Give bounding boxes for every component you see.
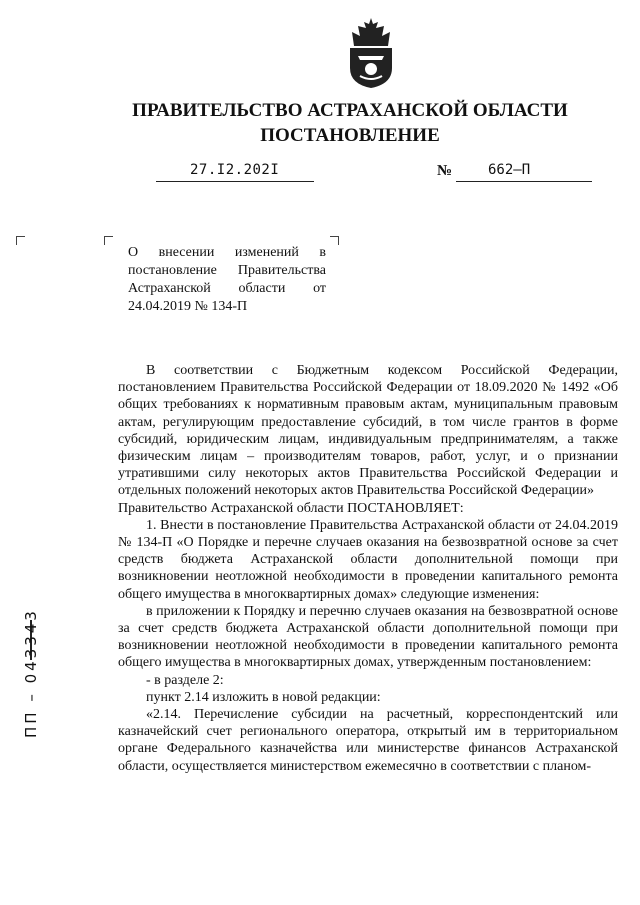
corner-mark-subject-left (104, 236, 113, 245)
clause-2-14-text: «2.14. Перечисление субсидии на расчетный, корреспондентский или казначейский счет регионального оператора, открытый им в территориальном органе Федерального казначейства или министерстве финансов Астраханской области, осуществляется министерством ежемесячно в соответствии с планом- (118, 707, 618, 774)
section-2-line: - в разделе 2: (146, 672, 224, 688)
form-serial-number: ПП – 043343 (22, 608, 40, 738)
number-underline (456, 181, 592, 182)
document-type-title: ПОСТАНОВЛЕНИЕ (260, 125, 440, 146)
date-underline (156, 181, 314, 182)
clause-2-14-intro: пункт 2.14 изложить в новой редакции: (146, 689, 381, 705)
document-subject: О внесении изменений в постановление Правительства Астраханской области от 24.04.2019 № 134-П (128, 245, 326, 314)
preamble-paragraph: В соответствии с Бюджетным кодексом Российской Федерации, постановлением Правительства Российской Федерации от 18.09.2020 № 1492 «Об общих требованиях к нормативным правовым актам, муниципальным правовым актам, регулирующим предоставление субсидий, в том числе грантов в форме субсидий, юридическим лицам, индивидуальным предпринимателям, а также физическим лицам – производителям товаров, работ, услуг, и о признании утратившими силу некоторых актов Правительства Российской Федерации и отдельных положений некоторых актов Правительства Российской Федерации» (118, 363, 618, 499)
corner-mark-subject-right (330, 236, 339, 245)
document-number: 662–П (488, 162, 531, 178)
corner-mark-left (16, 236, 25, 245)
appendix-paragraph: в приложении к Порядку и перечню случаев оказания на безвозвратной основе за счет средств бюджета Астраханской области дополнительной помощи при возникновении неотложной необходимости в проведении капитального ремонта общего имущества в многоквартирных домах, утвержденным постановлением: (118, 603, 618, 671)
document-date: 27.I2.202I (190, 162, 280, 178)
resolution-line: Правительство Астраханской области ПОСТАНОВЛЯЕТ: (118, 500, 464, 516)
number-sign: № (437, 163, 453, 179)
item-1-paragraph: 1. Внести в постановление Правительства Астраханской области от 24.04.2019 № 134-П «О Порядке и перечне случаев оказания на безвозвратной основе за счет средств бюджета Астраханской области дополнительной помощи при возникновении неотложной необходимости в проведении капитального ремонта общего имущества в многоквартирных домах» следующие изменения: (118, 517, 618, 602)
astrakhan-coat-of-arms-icon (346, 16, 396, 90)
document-body (118, 362, 618, 775)
organization-title: ПРАВИТЕЛЬСТВО АСТРАХАНСКОЙ ОБЛАСТИ (132, 100, 568, 121)
